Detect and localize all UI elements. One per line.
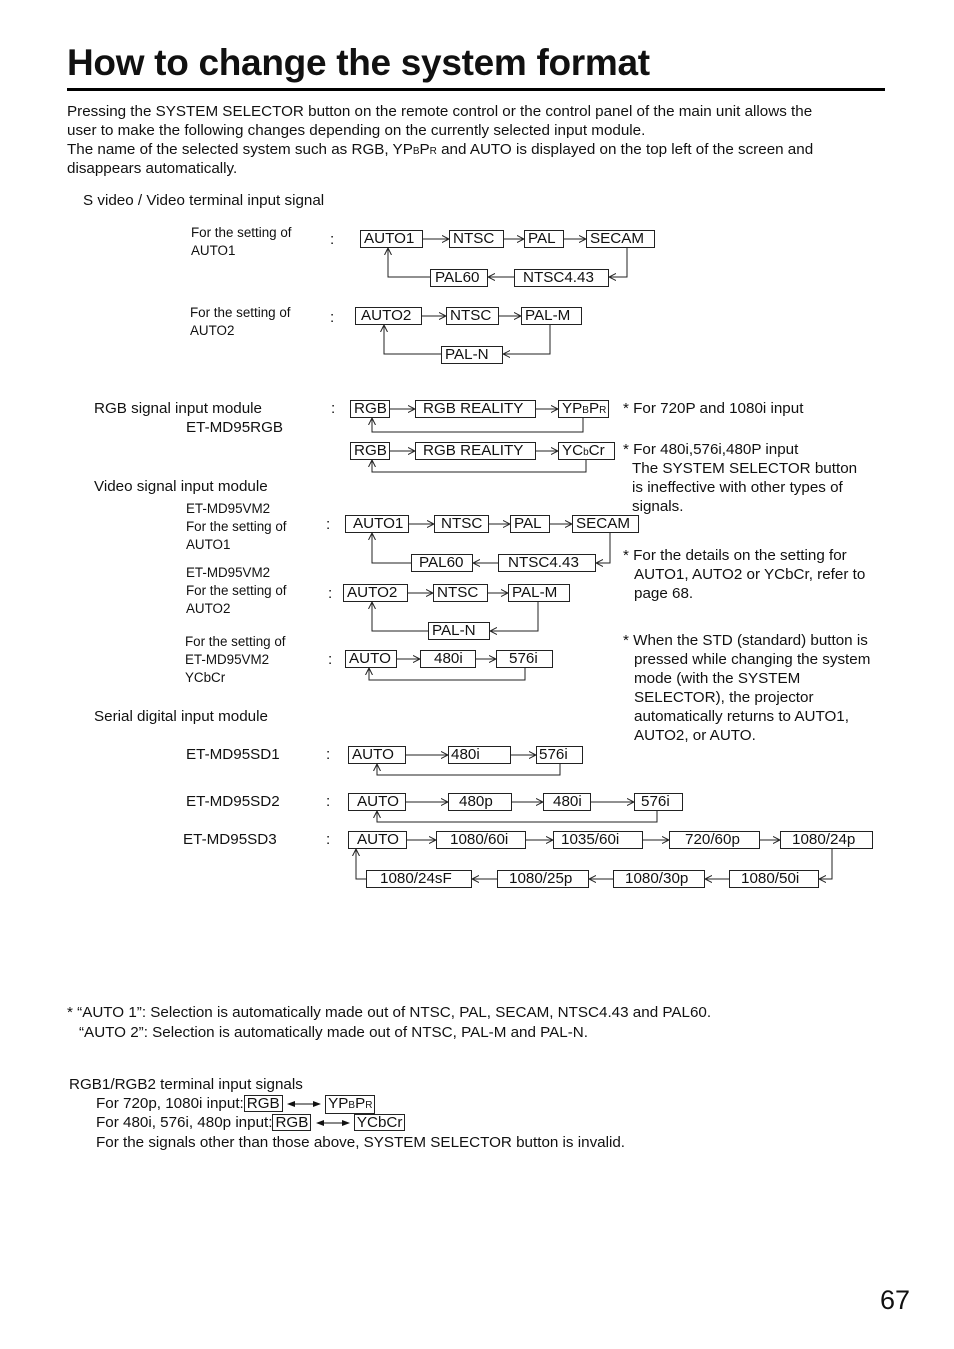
box-pal60: PAL60 bbox=[430, 269, 488, 287]
box-rgb: RGB bbox=[350, 400, 390, 418]
box-ypbpr: YPBPR bbox=[558, 400, 609, 418]
video-auto2-label: ET-MD95VM2 For the setting of AUTO2 bbox=[186, 565, 287, 616]
intro-line: Pressing the SYSTEM SELECTOR button on the remote control or the control panel of the main unit allows the bbox=[67, 103, 813, 120]
box-1080-60i: 1080/60i bbox=[436, 831, 526, 849]
box-auto1: AUTO1 bbox=[345, 515, 409, 533]
arrow bbox=[372, 418, 583, 432]
box-ycbcr: YCbCr bbox=[558, 442, 615, 460]
colon: : bbox=[331, 400, 336, 417]
box-1080-50i: 1080/50i bbox=[729, 870, 819, 888]
box-auto2: AUTO2 bbox=[355, 307, 422, 325]
box-auto: AUTO bbox=[348, 793, 406, 811]
box-480i: 480i bbox=[420, 650, 476, 668]
video-auto1-label: ET-MD95VM2 For the setting of AUTO1 bbox=[186, 501, 287, 552]
box-ypbpr: YPBPR bbox=[325, 1095, 375, 1114]
rgb-heading: RGB signal input module bbox=[94, 400, 262, 417]
box-ntsc: NTSC bbox=[449, 230, 504, 248]
box-1080-25p: 1080/25p bbox=[497, 870, 589, 888]
box-pal-n: PAL-N bbox=[441, 346, 503, 364]
box-rgb: RGB bbox=[350, 442, 390, 460]
svideo-auto2-label: For the setting of AUTO2 bbox=[190, 305, 291, 338]
colon: : bbox=[326, 516, 331, 533]
box-auto: AUTO bbox=[348, 831, 407, 849]
box-576i: 576i bbox=[536, 746, 583, 764]
video-ycbcr-label: For the setting of ET-MD95VM2 YCbCr bbox=[185, 634, 286, 685]
box-ntsc: NTSC bbox=[433, 584, 488, 602]
footnote-auto1: * “AUTO 1”: Selection is automatically made out of NTSC, PAL, SECAM, NTSC4.43 and PAL60. bbox=[67, 1004, 712, 1021]
box-pal: PAL bbox=[524, 230, 564, 248]
colon: : bbox=[328, 585, 333, 602]
note-720p: * For 720P and 1080i input bbox=[623, 400, 804, 417]
colon: : bbox=[326, 793, 331, 810]
box-480i: 480i bbox=[448, 746, 511, 764]
colon: : bbox=[326, 831, 331, 848]
box-ycbcr: YCbCr bbox=[354, 1114, 406, 1131]
box-rgb-reality: RGB REALITY bbox=[415, 400, 536, 418]
colon: : bbox=[326, 746, 331, 763]
rgb-model: ET-MD95RGB bbox=[186, 419, 284, 436]
page-title: How to change the system format bbox=[67, 42, 650, 83]
box-auto: AUTO bbox=[348, 746, 406, 764]
box-1080-24p: 1080/24p bbox=[780, 831, 873, 849]
page-number: 67 bbox=[880, 1285, 911, 1315]
box-pal60: PAL60 bbox=[411, 554, 473, 572]
colon: : bbox=[328, 651, 333, 668]
box-pal-m: PAL-M bbox=[508, 584, 570, 602]
intro-line: disappears automatically. bbox=[67, 160, 238, 177]
box-secam: SECAM bbox=[586, 230, 655, 248]
intro-line: The name of the selected system such as RGB, YPBPR and AUTO is displayed on the top left of the screen and bbox=[67, 141, 814, 158]
box-ntsc443: NTSC4.43 bbox=[498, 554, 596, 572]
box-rgb-reality: RGB REALITY bbox=[415, 442, 536, 460]
box-auto1: AUTO1 bbox=[360, 230, 423, 248]
arrow bbox=[609, 248, 627, 277]
arrow bbox=[388, 248, 430, 277]
box-576i: 576i bbox=[496, 650, 553, 668]
sd1-label: ET-MD95SD1 bbox=[186, 746, 280, 763]
box-rgb: RGB bbox=[272, 1114, 311, 1131]
note-std: * When the STD (standard) button is pressed while changing the system mode (with the SYSTEM SELECTOR), the projector automatically returns to AUTO1, AUTO2, or AUTO. bbox=[623, 632, 871, 744]
rgb12-line-720p: For 720p, 1080i input: RGB YPBPR bbox=[96, 1095, 375, 1114]
sd3-label: ET-MD95SD3 bbox=[183, 831, 277, 848]
box-ntsc: NTSC bbox=[434, 515, 489, 533]
note-details: * For the details on the setting for AUTO1, AUTO2 or YCbCr, refer to page 68. bbox=[623, 547, 866, 602]
note-480i: * For 480i,576i,480P input The SYSTEM SELECTOR button is ineffective with other types of signals. bbox=[623, 441, 858, 515]
intro-line: user to make the following changes depending on the currently selected input module. bbox=[67, 122, 646, 139]
box-480p: 480p bbox=[448, 793, 512, 811]
rgb12-line-480i: For 480i, 576i, 480p input: RGB YCbCr bbox=[96, 1114, 405, 1131]
box-1035-60i: 1035/60i bbox=[553, 831, 643, 849]
box-1080-24sf: 1080/24sF bbox=[366, 870, 472, 888]
serial-heading: Serial digital input module bbox=[94, 708, 268, 725]
box-576i: 576i bbox=[634, 793, 683, 811]
box-720-60p: 720/60p bbox=[669, 831, 760, 849]
box-480i: 480i bbox=[543, 793, 591, 811]
arrow bbox=[490, 602, 538, 631]
box-secam: SECAM bbox=[572, 515, 639, 533]
rgb12-heading: RGB1/RGB2 terminal input signals bbox=[69, 1076, 303, 1093]
arrow bbox=[377, 764, 560, 775]
arrow bbox=[503, 325, 550, 354]
colon: : bbox=[330, 231, 335, 248]
svideo-auto1-label: For the setting of AUTO1 bbox=[191, 225, 292, 258]
arrow bbox=[596, 533, 610, 563]
box-pal-n: PAL-N bbox=[428, 622, 490, 640]
arrow bbox=[369, 668, 525, 680]
arrow bbox=[356, 849, 366, 879]
box-auto2: AUTO2 bbox=[343, 584, 408, 602]
arrow bbox=[384, 325, 441, 354]
box-pal-m: PAL-M bbox=[521, 307, 582, 325]
box-rgb: RGB bbox=[244, 1095, 283, 1112]
arrow bbox=[377, 811, 657, 822]
colon: : bbox=[330, 309, 335, 326]
arrow bbox=[372, 533, 411, 563]
arrow bbox=[372, 460, 586, 472]
footnote-auto2: “AUTO 2”: Selection is automatically made out of NTSC, PAL-M and PAL-N. bbox=[79, 1024, 588, 1041]
video-heading: Video signal input module bbox=[94, 478, 268, 495]
arrow bbox=[372, 602, 428, 631]
box-pal: PAL bbox=[510, 515, 550, 533]
svideo-heading: S video / Video terminal input signal bbox=[83, 192, 325, 209]
rgb12-line-invalid: For the signals other than those above, SYSTEM SELECTOR button is invalid. bbox=[96, 1134, 626, 1151]
box-ntsc443: NTSC4.43 bbox=[514, 269, 609, 287]
arrow bbox=[819, 849, 832, 879]
box-auto: AUTO bbox=[345, 650, 397, 668]
box-1080-30p: 1080/30p bbox=[613, 870, 705, 888]
box-ntsc: NTSC bbox=[446, 307, 499, 325]
sd2-label: ET-MD95SD2 bbox=[186, 793, 280, 810]
